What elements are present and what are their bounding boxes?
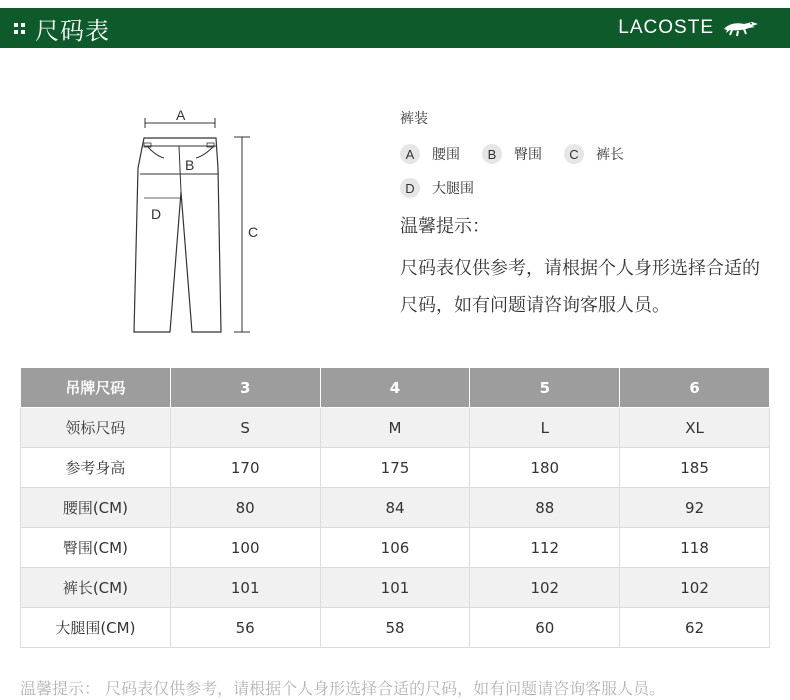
table-row-label: 参考身高 (21, 448, 171, 488)
table-cell: 58 (320, 608, 470, 648)
table-cell: 106 (320, 528, 470, 568)
table-cell: 102 (620, 568, 770, 608)
table-cell: M (320, 408, 470, 448)
table-cell: 88 (470, 488, 620, 528)
table-cell: 185 (620, 448, 770, 488)
label-d: D (151, 206, 162, 222)
table-header-cell: 6 (620, 368, 770, 408)
table-cell: XL (620, 408, 770, 448)
table-row (21, 448, 770, 488)
legend-title: 裤装 (400, 111, 428, 127)
legend-row (400, 144, 780, 164)
table-row-label: 领标尺码 (21, 408, 171, 448)
header-title-group (12, 11, 110, 46)
legend-item-thigh (400, 178, 474, 198)
table-row-label: 臀围(CM) (21, 528, 171, 568)
table-cell: 112 (470, 528, 620, 568)
tips-title: 温馨提示： (400, 216, 490, 237)
table-cell: 56 (170, 608, 320, 648)
table-row (21, 488, 770, 528)
legend-item-length (564, 144, 624, 164)
brand-logo (618, 17, 760, 39)
badge-b: B (482, 144, 502, 164)
table-cell: 62 (620, 608, 770, 648)
table-cell: 101 (320, 568, 470, 608)
legend-item-hip (482, 144, 542, 164)
table-header-cell: 3 (170, 368, 320, 408)
table-cell: 84 (320, 488, 470, 528)
legend-label-thigh: 大腿围 (432, 181, 474, 197)
table-row-label: 裤长(CM) (21, 568, 171, 608)
legend-label-hip: 臀围 (514, 147, 542, 163)
brand-name: LACOSTE (618, 17, 714, 38)
label-b: B (185, 157, 195, 173)
table-header-row (21, 368, 770, 408)
table-cell: S (170, 408, 320, 448)
tips-text: 尺码表仅供参考，请根据个人身形选择合适的尺码，如有问题请咨询客服人员。 (400, 258, 760, 316)
measurement-legend (400, 108, 780, 324)
label-c: C (248, 224, 259, 240)
table-header-cell: 4 (320, 368, 470, 408)
table-cell: 60 (470, 608, 620, 648)
table-cell: 175 (320, 448, 470, 488)
table-cell: 80 (170, 488, 320, 528)
table-cell: 102 (470, 568, 620, 608)
legend-row (400, 178, 780, 198)
footer-note: 温馨提示： 尺码表仅供参考，请根据个人身形选择合适的尺码，如有问题请咨询客服人员。 (20, 679, 666, 698)
table-row (21, 568, 770, 608)
size-table (20, 367, 770, 648)
badge-c: C (564, 144, 584, 164)
header-bar (0, 8, 790, 48)
table-row (21, 608, 770, 648)
legend-label-length: 裤长 (596, 147, 624, 163)
table-row-label: 大腿围(CM) (21, 608, 171, 648)
table-cell: 170 (170, 448, 320, 488)
table-header-cell: 5 (470, 368, 620, 408)
table-row-label: 腰围(CM) (21, 488, 171, 528)
table-row (21, 408, 770, 448)
table-cell: L (470, 408, 620, 448)
table-cell: 118 (620, 528, 770, 568)
grid-dots-icon (14, 23, 25, 34)
page-title: 尺码表 (35, 16, 110, 45)
table-cell: 100 (170, 528, 320, 568)
table-cell: 101 (170, 568, 320, 608)
badge-d: D (400, 178, 420, 198)
crocodile-logo-icon (722, 18, 760, 38)
table-cell: 92 (620, 488, 770, 528)
pants-illustration (120, 100, 280, 340)
legend-item-waist (400, 144, 460, 164)
table-header-cell: 吊牌尺码 (21, 368, 171, 408)
badge-a: A (400, 144, 420, 164)
legend-label-waist: 腰围 (432, 147, 460, 163)
table-cell: 180 (470, 448, 620, 488)
label-a: A (176, 107, 186, 123)
pants-diagram (120, 100, 280, 340)
table-row (21, 528, 770, 568)
